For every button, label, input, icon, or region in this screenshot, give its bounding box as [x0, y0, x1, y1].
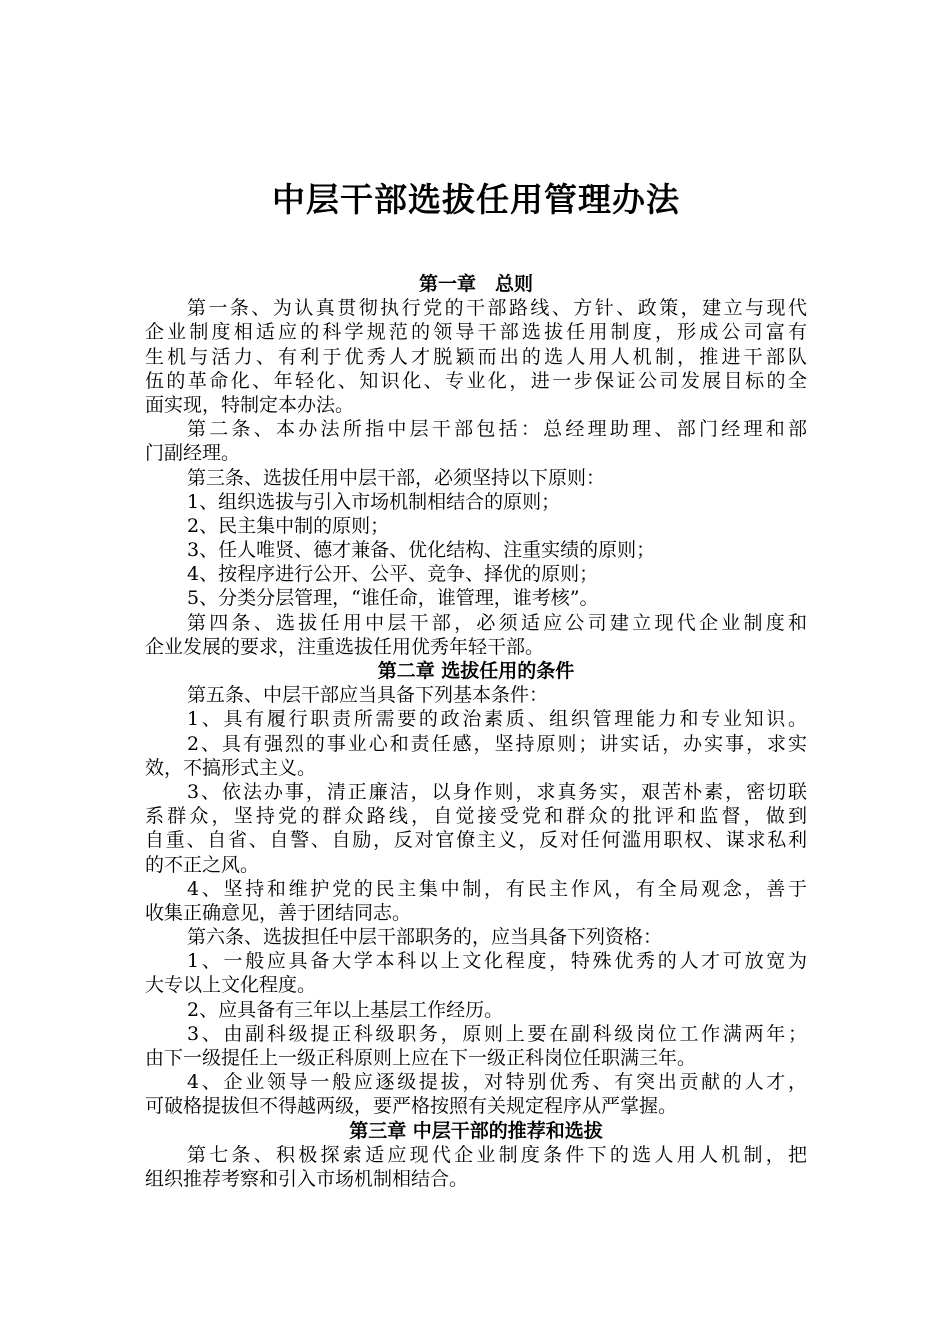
- paragraph-line: 2、具有强烈的事业心和责任感，坚持原则；讲实话，办实事，求实: [187, 732, 807, 755]
- paragraph-line: 生机与活力、有利于优秀人才脱颖而出的选人用人机制，推进干部队: [145, 345, 807, 368]
- paragraph-line: 第二条、本办法所指中层干部包括：总经理助理、部门经理和部: [187, 418, 807, 441]
- document-body: [145, 272, 807, 1191]
- paragraph-line: 大专以上文化程度。: [145, 974, 317, 997]
- paragraph-line: 3、依法办事，清正廉洁，以身作则，求真务实，艰苦朴素，密切联: [187, 780, 807, 803]
- paragraph-line: 自重、自省、自警、自励，反对官僚主义，反对任何滥用职权、谋求私利: [145, 829, 807, 852]
- paragraph-line: 第一条、为认真贯彻执行党的干部路线、方针、政策，建立与现代: [187, 297, 807, 320]
- paragraph-line: 2、应具备有三年以上基层工作经历。: [187, 998, 504, 1021]
- chapter-heading: 第一章 总则: [418, 273, 533, 295]
- paragraph-line: 4、企业领导一般应逐级提拔，对特别优秀、有突出贡献的人才，: [187, 1071, 807, 1094]
- document-page: [145, 0, 807, 1344]
- paragraph-line: 4、坚持和维护党的民主集中制，有民主作风，有全局观念，善于: [187, 877, 807, 900]
- paragraph-line: 3、由副科级提正科级职务，原则上要在副科级岗位工作满两年；: [187, 1022, 807, 1045]
- paragraph-line: 企业制度相适应的科学规范的领导干部选拔任用制度，形成公司富有: [145, 321, 807, 344]
- paragraph-line: 2、民主集中制的原则；: [187, 514, 390, 537]
- paragraph-line: 企业发展的要求，注重选拔任用优秀年轻干部。: [145, 635, 545, 658]
- paragraph-line: 第五条、中层干部应当具备下列基本条件：: [187, 684, 549, 707]
- paragraph-line: 组织推荐考察和引入市场机制相结合。: [145, 1167, 469, 1190]
- paragraph-line: 5、分类分层管理，“谁任命，谁管理，谁考核”。: [187, 587, 599, 610]
- paragraph-line: 收集正确意见，善于团结同志。: [145, 901, 412, 924]
- chapter-heading: 第二章 选拔任用的条件: [377, 660, 575, 682]
- paragraph-line: 由下一级提任上一级正科原则上应在下一级正科岗位任职满三年。: [145, 1047, 697, 1069]
- paragraph-line: 3、任人唯贤、德才兼备、优化结构、注重实绩的原则；: [187, 539, 656, 562]
- document-title: 中层干部选拔任用管理办法: [272, 180, 680, 219]
- paragraph-line: 可破格提拔但不得越两级，要严格按照有关规定程序从严掌握。: [145, 1095, 678, 1118]
- paragraph-line: 第四条、选拔任用中层干部，必须适应公司建立现代企业制度和: [187, 611, 807, 634]
- paragraph-line: 伍的革命化、年轻化、知识化、专业化，进一步保证公司发展目标的全: [145, 369, 807, 392]
- paragraph-line: 1、具有履行职责所需要的政治素质、组织管理能力和专业知识。: [187, 708, 807, 731]
- paragraph-line: 第六条、选拔担任中层干部职务的，应当具备下列资格：: [187, 926, 663, 949]
- paragraph-line: 的不正之风。: [145, 853, 260, 876]
- paragraph-line: 面实现，特制定本办法。: [145, 393, 355, 416]
- paragraph-line: 1、一般应具备大学本科以上文化程度，特殊优秀的人才可放宽为: [187, 950, 807, 973]
- paragraph-line: 1、组织选拔与引入市场机制相结合的原则；: [187, 490, 561, 513]
- paragraph-line: 门副经理。: [145, 442, 241, 465]
- paragraph-line: 系群众，坚持党的群众路线，自觉接受党和群众的批评和监督，做到: [145, 805, 807, 828]
- paragraph-line: 第三条、选拔任用中层干部，必须坚持以下原则：: [187, 466, 606, 489]
- chapter-heading: 第三章 中层干部的推荐和选拔: [349, 1119, 603, 1142]
- paragraph-line: 效，不搞形式主义。: [145, 756, 317, 779]
- paragraph-line: 4、按程序进行公开、公平、竞争、择优的原则；: [187, 563, 599, 586]
- paragraph-line: 第七条、积极探索适应现代企业制度条件下的选人用人机制，把: [187, 1143, 807, 1166]
